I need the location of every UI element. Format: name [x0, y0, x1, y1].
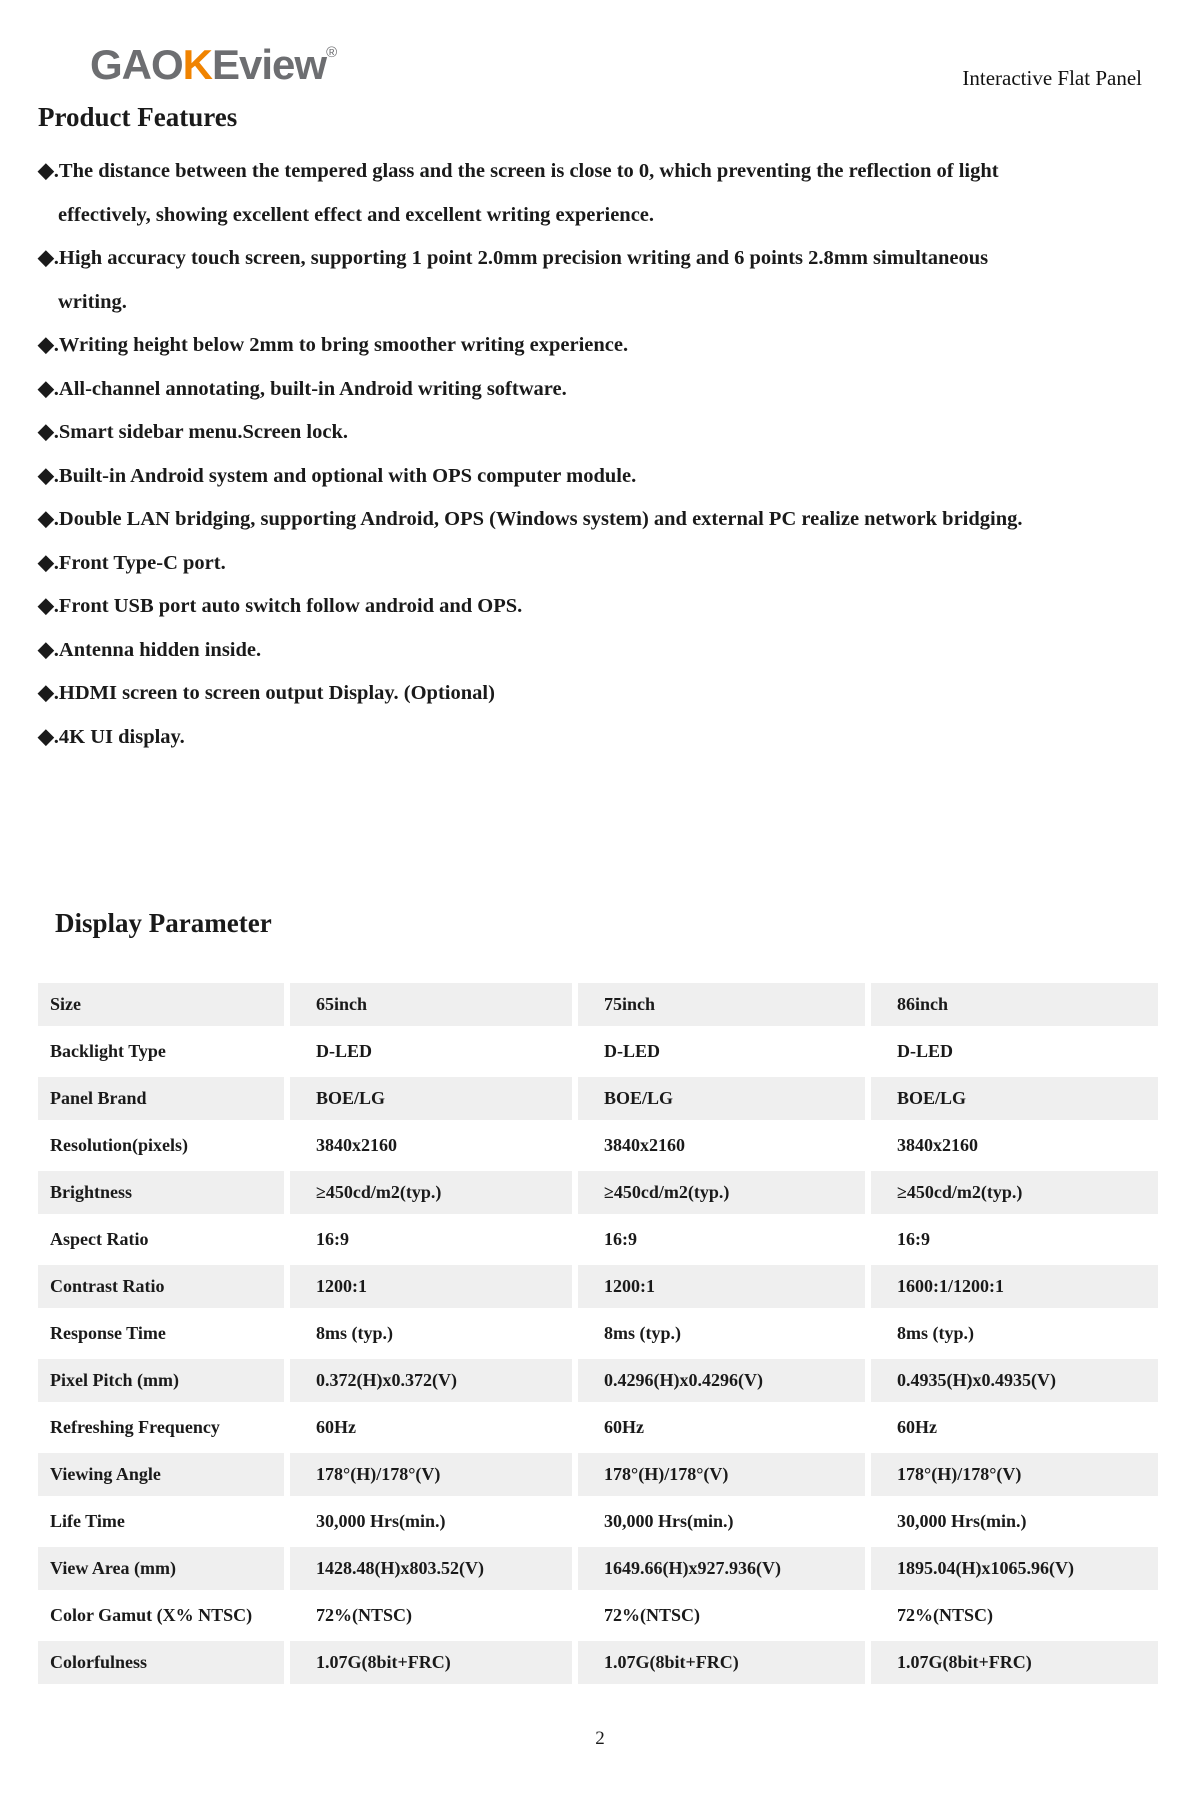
spec-cell: 30,000 Hrs(min.) — [290, 1500, 572, 1547]
feature-item: ◆.Front Type-C port. — [38, 551, 226, 574]
document-type-label: Interactive Flat Panel — [962, 66, 1142, 90]
spec-cell: 1.07G(8bit+FRC) — [871, 1641, 1158, 1688]
spec-row-label: Viewing Angle — [38, 1453, 284, 1500]
spec-cell: 30,000 Hrs(min.) — [578, 1500, 865, 1547]
feature-item: ◆.All-channel annotating, built-in Android writing software. — [38, 377, 567, 400]
spec-cell: BOE/LG — [871, 1077, 1158, 1124]
spec-cell: 1200:1 — [290, 1265, 572, 1312]
spec-cell: 1600:1/1200:1 — [871, 1265, 1158, 1312]
spec-row-label: Colorfulness — [38, 1641, 284, 1688]
spec-cell: 1895.04(H)x1065.96(V) — [871, 1547, 1158, 1594]
spec-cell: 3840x2160 — [871, 1124, 1158, 1171]
logo-text-e: E — [212, 41, 240, 88]
feature-item: ◆.Smart sidebar menu.Screen lock. — [38, 421, 348, 443]
spec-cell: 60Hz — [290, 1406, 572, 1453]
spec-cell: 60Hz — [871, 1406, 1158, 1453]
registered-trademark-icon: ® — [326, 44, 337, 61]
spec-row-label: Resolution(pixels) — [38, 1124, 284, 1171]
spec-cell: 3840x2160 — [578, 1124, 865, 1171]
spec-cell: 178°(H)/178°(V) — [290, 1453, 572, 1500]
spec-cell: 1.07G(8bit+FRC) — [290, 1641, 572, 1688]
spec-row-label: Refreshing Frequency — [38, 1406, 284, 1453]
feature-item: ◆.Front USB port auto switch follow android and OPS. — [38, 595, 523, 617]
logo-k-accent: K — [182, 41, 213, 88]
spec-cell: 16:9 — [578, 1218, 865, 1265]
spec-row-label: Life Time — [38, 1500, 284, 1547]
feature-item: ◆.The distance between the tempered glass and the screen is close to 0, which preventing the reflection of light — [38, 160, 999, 182]
spec-row-label: Size — [38, 983, 284, 1030]
feature-item: ◆.4K UI display. — [38, 725, 185, 748]
spec-cell: 1200:1 — [578, 1265, 865, 1312]
spec-cell: 65inch — [290, 983, 572, 1030]
feature-item-continuation: writing. — [58, 290, 127, 313]
page-number: 2 — [595, 1728, 605, 1749]
spec-row-label: Backlight Type — [38, 1030, 284, 1077]
spec-cell: D-LED — [871, 1030, 1158, 1077]
spec-row-label: Panel Brand — [38, 1077, 284, 1124]
spec-row-label: Contrast Ratio — [38, 1265, 284, 1312]
display-parameter-table — [38, 983, 1158, 1688]
spec-cell: D-LED — [290, 1030, 572, 1077]
feature-item: ◆.Writing height below 2mm to bring smoother writing experience. — [38, 334, 629, 356]
product-features-heading: Product Features — [38, 102, 238, 132]
feature-item: ◆.Antenna hidden inside. — [38, 638, 262, 661]
spec-cell: 72%(NTSC) — [290, 1594, 572, 1641]
feature-item: ◆.Built-in Android system and optional with OPS computer module. — [38, 464, 637, 487]
spec-cell: 8ms (typ.) — [290, 1312, 572, 1359]
spec-row-label: Aspect Ratio — [38, 1218, 284, 1265]
spec-cell: 8ms (typ.) — [578, 1312, 865, 1359]
spec-cell: 3840x2160 — [290, 1124, 572, 1171]
feature-item: ◆.HDMI screen to screen output Display. (Optional) — [38, 682, 495, 704]
spec-cell: 178°(H)/178°(V) — [871, 1453, 1158, 1500]
spec-cell: 16:9 — [290, 1218, 572, 1265]
spec-row-label: Brightness — [38, 1171, 284, 1218]
feature-item: ◆.Double LAN bridging, supporting Android, OPS (Windows system) and external PC realize network bridging. — [38, 508, 1023, 530]
display-parameter-heading: Display Parameter — [55, 908, 272, 938]
spec-cell: 72%(NTSC) — [871, 1594, 1158, 1641]
spec-cell: 8ms (typ.) — [871, 1312, 1158, 1359]
spec-cell: 0.4296(H)x0.4296(V) — [578, 1359, 865, 1406]
spec-cell: 72%(NTSC) — [578, 1594, 865, 1641]
features-list — [38, 150, 1168, 759]
spec-cell: ≥450cd/m2(typ.) — [578, 1171, 865, 1218]
spec-cell: 16:9 — [871, 1218, 1158, 1265]
spec-cell: 60Hz — [578, 1406, 865, 1453]
feature-item: ◆.High accuracy touch screen, supporting 1 point 2.0mm precision writing and 6 points 2.8mm simultaneous — [38, 247, 989, 269]
spec-cell: 0.4935(H)x0.4935(V) — [871, 1359, 1158, 1406]
spec-cell: 75inch — [578, 983, 865, 1030]
spec-cell: BOE/LG — [578, 1077, 865, 1124]
spec-row-label: Color Gamut (X% NTSC) — [38, 1594, 284, 1641]
spec-cell: 1649.66(H)x927.936(V) — [578, 1547, 865, 1594]
spec-row-label: Response Time — [38, 1312, 284, 1359]
spec-cell: D-LED — [578, 1030, 865, 1077]
spec-row-label: View Area (mm) — [38, 1547, 284, 1594]
spec-row-label: Pixel Pitch (mm) — [38, 1359, 284, 1406]
gaokeview-logo — [90, 41, 337, 88]
spec-cell: 1.07G(8bit+FRC) — [578, 1641, 865, 1688]
logo-text-gao: GAO — [90, 41, 183, 88]
spec-cell: 178°(H)/178°(V) — [578, 1453, 865, 1500]
spec-cell: 0.372(H)x0.372(V) — [290, 1359, 572, 1406]
spec-cell: 30,000 Hrs(min.) — [871, 1500, 1158, 1547]
spec-cell: ≥450cd/m2(typ.) — [871, 1171, 1158, 1218]
spec-cell: BOE/LG — [290, 1077, 572, 1124]
spec-cell: 1428.48(H)x803.52(V) — [290, 1547, 572, 1594]
logo-text-view: view — [239, 41, 327, 88]
spec-cell: 86inch — [871, 983, 1158, 1030]
feature-item-continuation: effectively, showing excellent effect and excellent writing experience. — [58, 203, 655, 226]
spec-cell: ≥450cd/m2(typ.) — [290, 1171, 572, 1218]
